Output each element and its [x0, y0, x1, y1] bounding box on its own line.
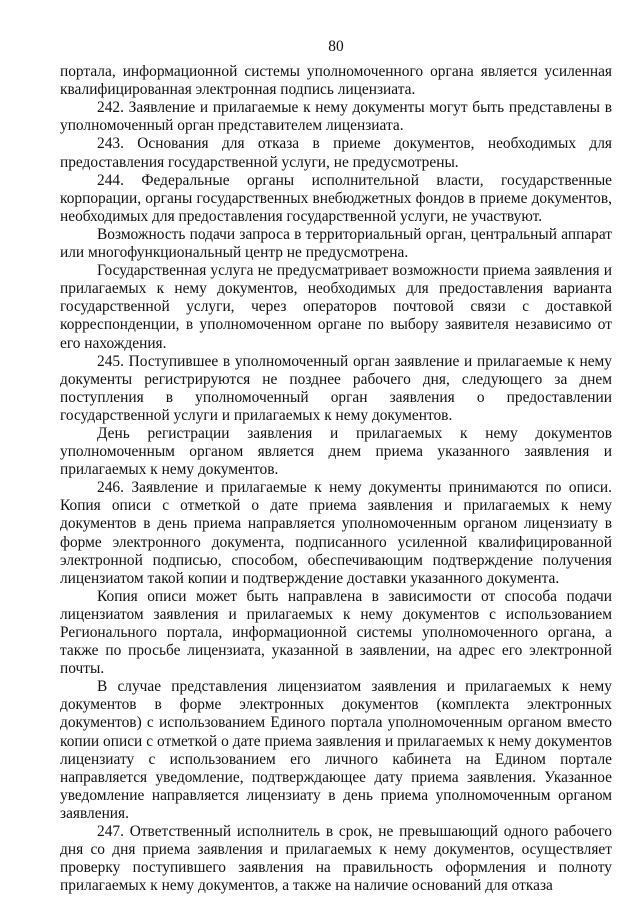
- paragraph: портала, информационной системы уполномоченного органа является усиленная квалифицированная электронная подпись лицензиата.: [60, 63, 612, 99]
- page-number: 80: [328, 38, 344, 55]
- paragraph: День регистрации заявления и прилагаемых к нему документов уполномоченным органом является днем приема указанного заявления и прилагаемых к нему документов.: [60, 424, 612, 479]
- paragraph: 245. Поступившее в уполномоченный орган заявление и прилагаемые к нему документы регистрируются не позднее рабочего дня, следующего за днем поступления в уполномоченный орган заявления о предоставлении государственной услуги и прилагаемых к нему документов.: [60, 352, 612, 424]
- paragraph: 246. Заявление и прилагаемые к нему документы принимаются по описи. Копия описи с отметкой о дате приема заявления и прилагаемых к нему документов в день приема направляется уполномоченным органом лицензиату в форме электронного документа, подписанного усиленной квалифицированной электронной подписью, способом, обеспечивающим подтверждение получения лицензиатом такой копии и подтверждение доставки указанного документа.: [60, 479, 612, 587]
- paragraph: 247. Ответственный исполнитель в срок, не превышающий одного рабочего дня со дня приема заявления и прилагаемых к нему документов, осуществляет проверку поступившего заявления на правильность оформления и полноту прилагаемых к нему документов, а также на наличие оснований для отказа: [60, 823, 612, 895]
- document-page: [60, 38, 612, 895]
- paragraph: 243. Основания для отказа в приеме документов, необходимых для предоставления государственной услуги, не предусмотрены.: [60, 135, 612, 171]
- paragraph: Возможность подачи запроса в территориальный орган, центральный аппарат или многофункциональный центр не предусмотрена.: [60, 225, 612, 262]
- paragraph: Копия описи может быть направлена в зависимости от способа подачи лицензиатом заявления и прилагаемых к нему документов с использованием Регионального портала, информационной системы уполномоченного органа, а также по просьбе лицензиата, указанной в заявлении, на адрес его электронной почты.: [60, 587, 612, 678]
- paragraph: В случае представления лицензиатом заявления и прилагаемых к нему документов в форме электронных документов (комплекта электронных документов) с использованием Единого портала уполномоченным органом вместо копии описи с отметкой о дате приема заявления и прилагаемых к нему документов лицензиату с использованием его личного кабинета на Едином портале направляется уведомление, подтверждающее дату приема заявления. Указанное уведомление направляется лицензиату в день приема уполномоченным органом заявления.: [60, 678, 612, 822]
- paragraph: 242. Заявление и прилагаемые к нему документы могут быть представлены в уполномоченный орган представителем лицензиата.: [60, 99, 612, 135]
- paragraph: 244. Федеральные органы исполнительной власти, государственные корпорации, органы государственных внебюджетных фондов в приеме документов, необходимых для предоставления государственной услуги, не участвуют.: [60, 171, 612, 225]
- paragraph: Государственная услуга не предусматривает возможности приема заявления и прилагаемых к нему документов, необходимых для предоставления варианта государственной услуги, через операторов почтовой связи с доставкой корреспонденции, в уполномоченном органе по выбору заявителя независимо от его нахождения.: [60, 262, 612, 352]
